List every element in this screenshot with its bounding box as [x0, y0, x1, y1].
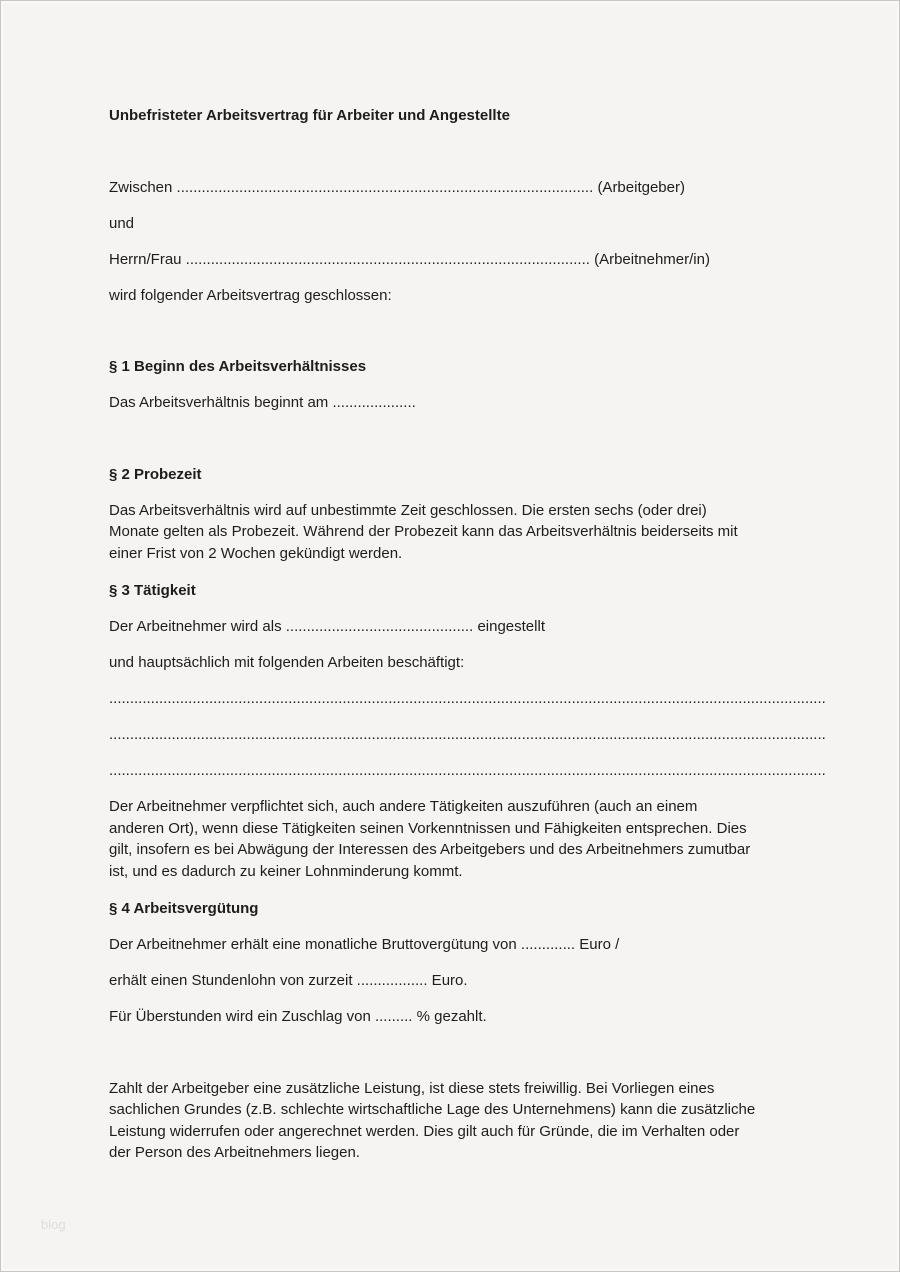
- paragraph-line: Leistung widerrufen oder angerechnet werden. Dies gilt auch für Gründe, die im Verhalten oder: [109, 1122, 740, 1140]
- paragraph-line: ist, und es dadurch zu keiner Lohnminderung kommt.: [109, 862, 463, 880]
- section-3-paragraph: [109, 796, 899, 882]
- paragraph-line: Der Arbeitnehmer verpflichtet sich, auch andere Tätigkeiten auszuführen (auch an einem: [109, 798, 698, 815]
- party-employer-line: Zwischen .................................................................................................... (Arbeitgeber): [109, 178, 685, 196]
- section-1-heading: § 1 Beginn des Arbeitsverhältnisses: [109, 358, 367, 375]
- section-4-salary-line: Der Arbeitnehmer erhält eine monatliche Bruttovergütung von ............. Euro /: [109, 936, 620, 953]
- and-label: und: [109, 214, 135, 232]
- paragraph-line: einer Frist von 2 Wochen gekündigt werden.: [109, 544, 403, 562]
- paragraph-line: anderen Ort), wenn diese Tätigkeiten seinen Vorkenntnissen und Fähigkeiten entsprechen. Dies: [109, 819, 747, 837]
- paragraph-line: der Person des Arbeitnehmers liegen.: [109, 1144, 360, 1161]
- section-4-paragraph: [109, 1078, 899, 1164]
- fill-in-dotted-line: ............................................................................................................................................................................: [109, 690, 826, 707]
- section-3-duties-intro-line: und hauptsächlich mit folgenden Arbeiten beschäftigt:: [109, 654, 465, 671]
- section-4-heading: § 4 Arbeitsvergütung: [109, 900, 259, 917]
- paragraph-line: Zahlt der Arbeitgeber eine zusätzliche Leistung, ist diese stets freiwillig. Bei Vorliegen eines: [109, 1079, 715, 1097]
- section-2-heading: § 2 Probezeit: [109, 465, 202, 483]
- contract-title: Unbefristeter Arbeitsvertrag für Arbeiter und Angestellte: [109, 107, 510, 124]
- section-4-overtime-line: Für Überstunden wird ein Zuschlag von ......... % gezahlt.: [109, 1008, 487, 1025]
- paragraph-line: gilt, insofern es bei Abwägung der Interessen des Arbeitgebers und des Arbeitnehmers zumutbar: [109, 841, 751, 858]
- paragraph-line: sachlichen Grundes (z.B. schlechte wirtschaftliche Lage des Unternehmens) kann die zusätzliche: [109, 1101, 756, 1118]
- fill-in-dotted-line: ............................................................................................................................................................................: [109, 762, 826, 779]
- section-1-start-date-line: Das Arbeitsverhältnis beginnt am ....................: [109, 394, 416, 411]
- watermark: blog: [41, 1217, 66, 1232]
- paragraph-line: Monate gelten als Probezeit. Während der Probezeit kann das Arbeitsverhältnis beiderseits mit: [109, 523, 738, 540]
- section-3-position-line: Der Arbeitnehmer wird als ............................................. eingestellt: [109, 618, 545, 635]
- contract-content: [1, 1, 899, 1164]
- fill-in-dotted-line: ............................................................................................................................................................................: [109, 726, 826, 743]
- party-employee-line: Herrn/Frau ................................................................................................. (Arbeitnehmer/in): [109, 250, 710, 268]
- section-4-hourly-wage-line: erhält einen Stundenlohn von zurzeit ................. Euro.: [109, 972, 468, 989]
- section-2-paragraph: [109, 500, 899, 565]
- paragraph-line: Das Arbeitsverhältnis wird auf unbestimmte Zeit geschlossen. Die ersten sechs (oder drei): [109, 501, 707, 519]
- section-3-heading: § 3 Tätigkeit: [109, 582, 196, 599]
- intro-closing-line: wird folgender Arbeitsvertrag geschlossen:: [109, 286, 392, 304]
